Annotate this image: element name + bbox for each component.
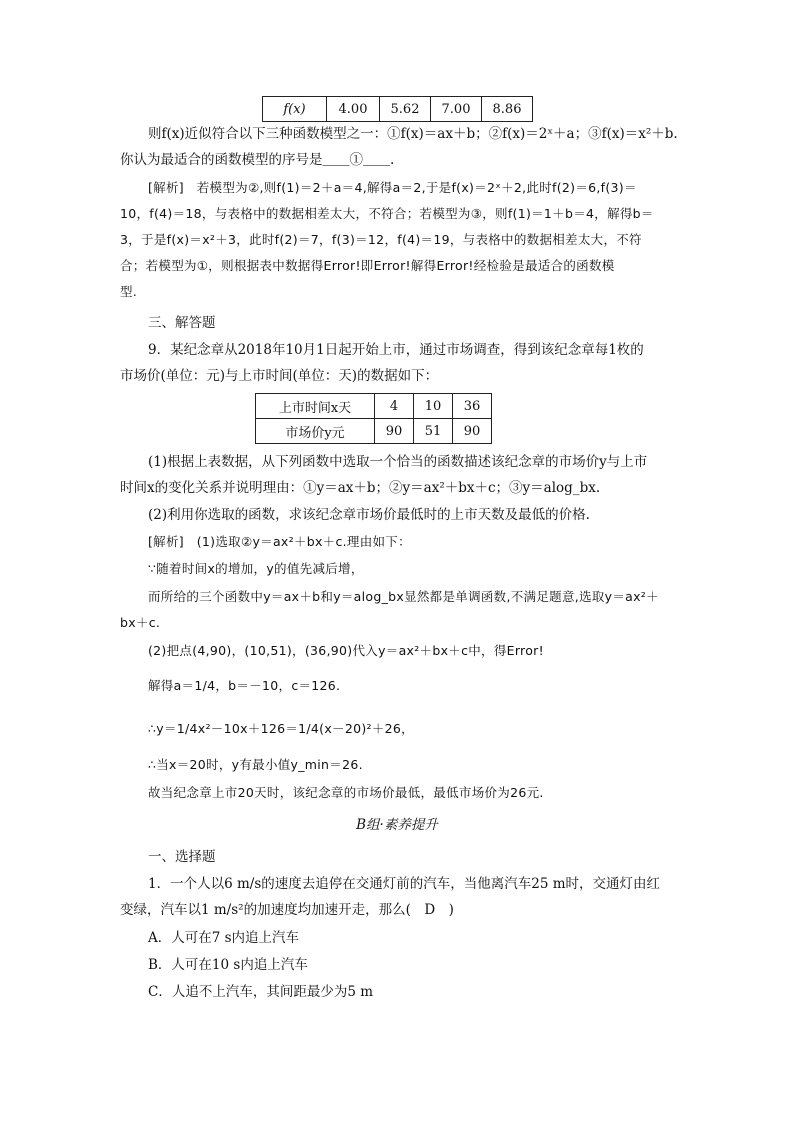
q9-solution-line: ∵随着时间x的增加，y的值先减后增， <box>148 561 364 576</box>
q9-solution-line: ∴当x＝20时，y有最小值y_min＝26. <box>148 757 363 772</box>
qb1-stem-line: 1．一个人以6 m/s的速度去追停在交通灯前的汽车，当他离汽车25 m时，交通灯由红 <box>148 876 661 892</box>
seal-table-cell: 51 <box>414 419 453 444</box>
seal-table-cell: 90 <box>375 419 414 444</box>
q8-solution-line: 3，于是f(x)＝x²＋3，此时f(2)＝7，f(3)＝12，f(4)＝19，与表格中的数据相差太大，不符 <box>120 232 642 247</box>
q9-part2-line: (2)利用你选取的函数，求该纪念章市场价最低时的上市天数及最低的价格. <box>148 507 590 523</box>
fx-table-cell: 4.00 <box>327 97 380 122</box>
group-b-title: B组·素养提升 <box>356 817 438 833</box>
qb1-option-a: A．人可在7 s内追上汽车 <box>148 930 300 946</box>
section-heading: 一、选择题 <box>148 849 216 865</box>
q9-solution-line: [解析] (1)选取②y＝ax²＋bx＋c.理由如下： <box>148 534 411 549</box>
q9-part1-line: (1)根据上表数据，从下列函数中选取一个恰当的函数描述该纪念章的市场价y与上市 <box>148 454 648 470</box>
seal-table-row-header: 市场价y元 <box>256 419 375 444</box>
q9-part1-line: 时间x的变化关系并说明理由：①y＝ax＋b；②y＝ax²＋bx＋c；③y＝alog_bx. <box>120 480 601 496</box>
q8-stem-line: 则f(x)近似符合以下三种函数模型之一：①f(x)＝ax＋b；②f(x)＝2ˣ＋a；③f(x)＝x²＋b. <box>148 126 678 142</box>
q9-stem-line: 9．某纪念章从2018年10月1日起开始上市，通过市场调查，得到该纪念章每1枚的 <box>148 342 644 358</box>
seal-table-cell: 90 <box>453 419 492 444</box>
fx-table-cell: 8.86 <box>482 97 533 122</box>
q9-solution-line: 而所给的三个函数中y＝ax＋b和y＝alog_bx显然都是单调函数,不满足题意,选取y＝ax²＋ <box>148 589 659 604</box>
seal-table-cell: 4 <box>375 394 414 419</box>
q8-solution-line: 10，f(4)＝18，与表格中的数据相差太大，不符合；若模型为③，则f(1)＝1＋b＝4，解得b＝ <box>120 206 654 221</box>
q8-stem-line: 你认为最适合的函数模型的序号是＿＿①＿＿. <box>120 152 395 168</box>
q9-solution-line: bx＋c. <box>120 615 161 630</box>
q8-solution-line: [解析] 若模型为②,则f(1)＝2＋a＝4,解得a＝2,于是f(x)＝2ˣ＋2,此时f(2)＝6,f(3)＝ <box>148 180 637 195</box>
fx-table-cell: 7.00 <box>431 97 482 122</box>
seal-price-table <box>255 393 492 444</box>
fx-values-table <box>262 96 533 122</box>
qb1-option-c: C．人追不上汽车，其间距最少为5 m <box>148 984 374 1000</box>
q9-solution-line: 故当纪念章上市20天时，该纪念章的市场价最低，最低市场价为26元. <box>148 785 544 800</box>
qb1-stem-line: 变绿，汽车以1 m/s²的加速度均加速开走，那么( D ) <box>120 902 454 918</box>
q8-solution-line: 合；若模型为①，则根据表中数据得Error!即Error!解得Error!经检验是最适合的函数模 <box>120 258 615 273</box>
q9-solution-line: ∴y＝1/4x²－10x＋126＝1/4(x－20)²＋26， <box>148 721 414 736</box>
seal-table-cell: 36 <box>453 394 492 419</box>
q8-solution-line: 型. <box>120 284 138 299</box>
q9-stem-line: 市场价(单位：元)与上市时间(单位：天)的数据如下： <box>120 368 439 384</box>
seal-table-cell: 10 <box>414 394 453 419</box>
fx-table-cell: 5.62 <box>380 97 431 122</box>
qb1-option-b: B．人可在10 s内追上汽车 <box>148 957 308 973</box>
section-heading: 三、解答题 <box>148 315 216 331</box>
q9-solution-line: 解得a＝1/4，b＝－10，c＝126. <box>148 678 341 693</box>
seal-table-row-header: 上市时间x天 <box>256 394 375 419</box>
fx-table-header: f(x) <box>263 97 327 122</box>
q9-solution-line: (2)把点(4,90)，(10,51)，(36,90)代入y＝ax²＋bx＋c中，得Error! <box>148 643 544 658</box>
